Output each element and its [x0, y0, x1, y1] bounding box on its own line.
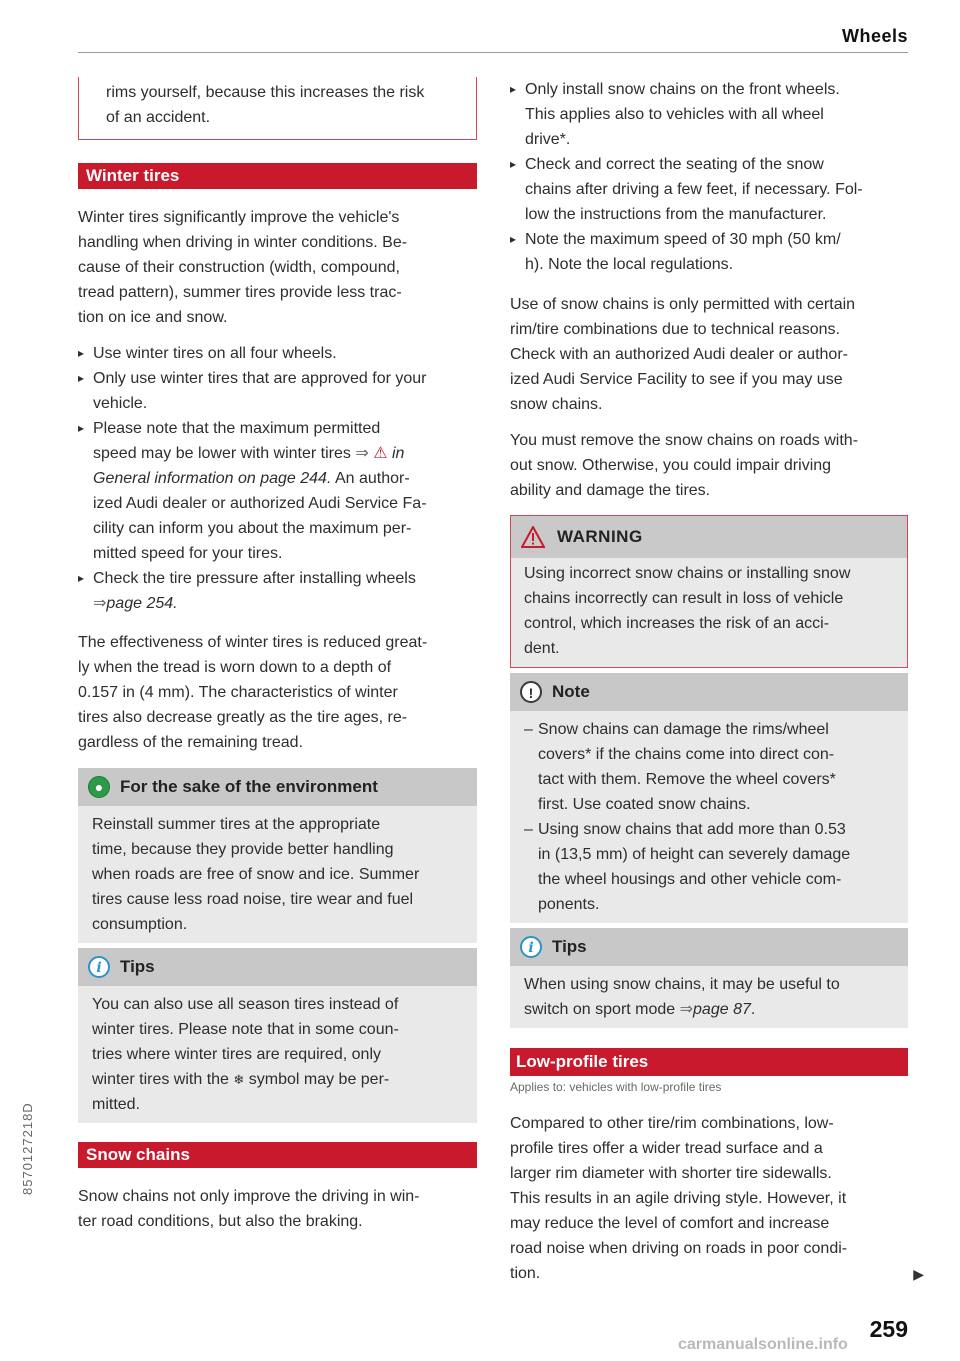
text-line: ▸ Only use winter tires that are approved for your [93, 370, 427, 387]
text-line: You can also use all season tires instead of [92, 996, 399, 1013]
note-box-header [510, 673, 908, 711]
text-run: . [750, 1001, 756, 1018]
list-item [510, 817, 894, 917]
text-line: in (13,5 mm) of height can severely damage [538, 846, 851, 863]
text-line: ▸ Note the maximum speed of 30 mph (50 km/ [525, 231, 841, 248]
text-line: time, because they provide better handling [92, 841, 394, 858]
text-line: This applies also to vehicles with all wheel [525, 106, 824, 123]
warning-title: WARNING [557, 527, 643, 546]
text-line: h). Note the local regulations. [525, 256, 734, 273]
text-line: Use of snow chains is only permitted with certain [510, 296, 856, 313]
text-line: may reduce the level of comfort and increase [510, 1215, 830, 1232]
text-line: mitted speed for your tires. [93, 545, 283, 562]
text-line: tries where winter tires are required, only [92, 1046, 382, 1063]
link-general-information[interactable]: General information on page 244. [93, 470, 332, 487]
text-run: An author- [331, 470, 410, 487]
note-box [510, 673, 908, 923]
text-line: The effectiveness of winter tires is reduced great- [78, 634, 428, 651]
text-line [93, 591, 477, 616]
tips-title: Tips [120, 957, 155, 976]
environment-box-body [78, 806, 477, 943]
list-item [510, 77, 908, 152]
reference-arrow-icon: ⇒ [93, 595, 107, 612]
text-line: dent. [524, 640, 560, 657]
text-line: ability and damage the tires. [510, 482, 711, 499]
text-line: tact with them. Remove the wheel covers* [538, 771, 836, 788]
list-item [78, 341, 477, 366]
text-line: larger rim diameter with shorter tire sidewalls. [510, 1165, 832, 1182]
text-line: Winter tires significantly improve the vehicle's [78, 209, 400, 226]
warning-box-header [511, 516, 907, 558]
text-line: the wheel housings and other vehicle com- [538, 871, 842, 888]
text-line: Reinstall summer tires at the appropriate [92, 816, 381, 833]
environment-leaf-icon: ● [88, 776, 110, 798]
snow-chains-intro [78, 1184, 477, 1234]
text-line: cause of their construction (width, compound, [78, 259, 400, 276]
text-run: switch on sport mode [524, 1001, 680, 1018]
watermark: carmanualsonline.info [678, 1336, 848, 1353]
text-line: low the instructions from the manufacturer. [525, 206, 827, 223]
section-title: Wheels [841, 26, 908, 46]
text-line: consumption. [92, 916, 188, 933]
link-in[interactable]: in [387, 445, 405, 462]
text-line: tread pattern), summer tires provide less trac- [78, 284, 402, 301]
text-line: tires cause less road noise, tire wear and fuel [92, 891, 414, 908]
heading-low-profile-tires: Low-profile tires [510, 1048, 908, 1076]
text-line: Using incorrect snow chains or installing snow [524, 565, 851, 582]
text-line: cility can inform you about the maximum per- [93, 520, 412, 537]
text-line: – Snow chains can damage the rims/wheel [538, 721, 829, 738]
tips-title: Tips [552, 937, 587, 956]
text-line: out snow. Otherwise, you could impair driving [510, 457, 832, 474]
text-line: ter road conditions, but also the braking. [78, 1213, 363, 1230]
info-icon: i [520, 936, 542, 958]
text-line: rims yourself, because this increases the risk [106, 84, 425, 101]
heading-snow-chains: Snow chains [78, 1142, 477, 1168]
list-item [510, 717, 894, 817]
reference-arrow-icon: ⇒ [679, 1001, 694, 1018]
text-line: tion on ice and snow. [78, 309, 228, 326]
text-line: mitted. [92, 1096, 141, 1113]
tips-box-left [78, 948, 477, 1123]
text-line: Compared to other tire/rim combinations, low- [510, 1115, 834, 1132]
warning-box [510, 515, 908, 668]
warning-triangle-icon [521, 526, 545, 548]
environment-box-header [78, 768, 477, 806]
text-line: ized Audi dealer or authorized Audi Service Fa- [93, 495, 427, 512]
text-line: first. Use coated snow chains. [538, 796, 751, 813]
text-line: profile tires offer a wider tread surface and a [510, 1140, 823, 1157]
reference-arrow-icon: ⇒ [355, 445, 369, 462]
link-page-87[interactable]: page 87 [693, 1001, 751, 1018]
document-code: 8570127218D [20, 1102, 35, 1195]
environment-box [78, 768, 477, 943]
text-line: 0.157 in (4 mm). The characteristics of winter [78, 684, 398, 701]
tips-box-header [510, 928, 908, 966]
text-line: drive*. [525, 131, 571, 148]
text-line: When using snow chains, it may be useful to [524, 976, 840, 993]
text-line: ▸ Please note that the maximum permitted [93, 420, 381, 437]
continued-warning-box [78, 77, 477, 140]
text-line: chains after driving a few feet, if necessary. Fol- [525, 181, 863, 198]
text-line: Snow chains not only improve the driving in win- [78, 1188, 420, 1205]
text-line: ponents. [538, 896, 600, 913]
applies-to-note: Applies to: vehicles with low-profile tires [510, 1080, 722, 1094]
warning-box-body [511, 558, 907, 667]
text-line: tion. [510, 1265, 541, 1282]
snow-chain-bullets [510, 77, 908, 277]
tread-paragraph [78, 630, 477, 755]
list-item [78, 416, 477, 566]
tips-box-header [78, 948, 477, 986]
environment-title: For the sake of the environment [120, 777, 378, 796]
text-run: speed may be lower with winter tires [93, 445, 351, 462]
tips-box-body [510, 966, 908, 1028]
info-icon: i [88, 956, 110, 978]
text-line: tires also decrease greatly as the tire ages, re- [78, 709, 408, 726]
text-line: gardless of the remaining tread. [78, 734, 304, 751]
header-rule [78, 52, 908, 53]
winter-tires-intro [78, 205, 477, 330]
text-line: snow chains. [510, 396, 603, 413]
text-line: ized Audi Service Facility to see if you may use [510, 371, 843, 388]
text-line: This results in an agile driving style. However, it [510, 1190, 847, 1207]
text-line: ▸ Check and correct the seating of the snow [525, 156, 824, 173]
text-line: covers* if the chains come into direct con- [538, 746, 835, 763]
text-line [93, 441, 477, 466]
text-line: of an accident. [106, 109, 211, 126]
tips-box-body [78, 986, 477, 1123]
text-line [93, 466, 477, 491]
text-line: – Using snow chains that add more than 0.53 [538, 821, 846, 838]
link-page-254[interactable]: page 254. [106, 595, 178, 612]
page-number: 259 [869, 1316, 908, 1342]
note-box-body [510, 711, 908, 923]
text-line: Check with an authorized Audi dealer or author- [510, 346, 848, 363]
text-line: You must remove the snow chains on roads with- [510, 432, 859, 449]
low-profile-paragraph [510, 1111, 908, 1286]
rim-combinations-paragraph [510, 292, 908, 417]
heading-winter-tires: Winter tires [78, 163, 477, 189]
winter-tire-symbol-icon: ❄ [233, 1072, 245, 1087]
list-item [510, 152, 908, 227]
list-item [510, 227, 908, 277]
tips-box-right [510, 928, 908, 1028]
list-item [78, 366, 477, 416]
text-line: chains incorrectly can result in loss of vehicle [524, 590, 844, 607]
text-run: winter tires with the [92, 1071, 234, 1088]
text-line: ly when the tread is worn down to a depth of [78, 659, 392, 676]
text-run: symbol may be per- [244, 1071, 390, 1088]
remove-chains-paragraph [510, 428, 908, 503]
text-line: road noise when driving on roads in poor condi- [510, 1240, 848, 1257]
text-line: control, which increases the risk of an acci- [524, 615, 830, 632]
text-line [92, 1067, 463, 1092]
text-line: rim/tire combinations due to technical reasons. [510, 321, 840, 338]
list-item [78, 566, 477, 616]
text-line: when roads are free of snow and ice. Summer [92, 866, 420, 883]
warning-triangle-icon: ⚠ [373, 445, 388, 462]
text-line: handling when driving in winter conditions. Be- [78, 234, 408, 251]
winter-tires-bullets [78, 341, 477, 616]
continue-arrow-icon: ▶ [913, 1266, 924, 1282]
text-line: vehicle. [93, 395, 148, 412]
text-line: ▸ Check the tire pressure after installing wheels [93, 570, 416, 587]
exclamation-icon: ! [520, 681, 542, 703]
text-line: winter tires. Please note that in some coun- [92, 1021, 399, 1038]
note-title: Note [552, 682, 590, 701]
text-line [524, 997, 894, 1022]
text-line: Use winter tires on all four wheels. [93, 345, 337, 362]
text-line: ▸ Only install snow chains on the front wheels. [525, 81, 840, 98]
